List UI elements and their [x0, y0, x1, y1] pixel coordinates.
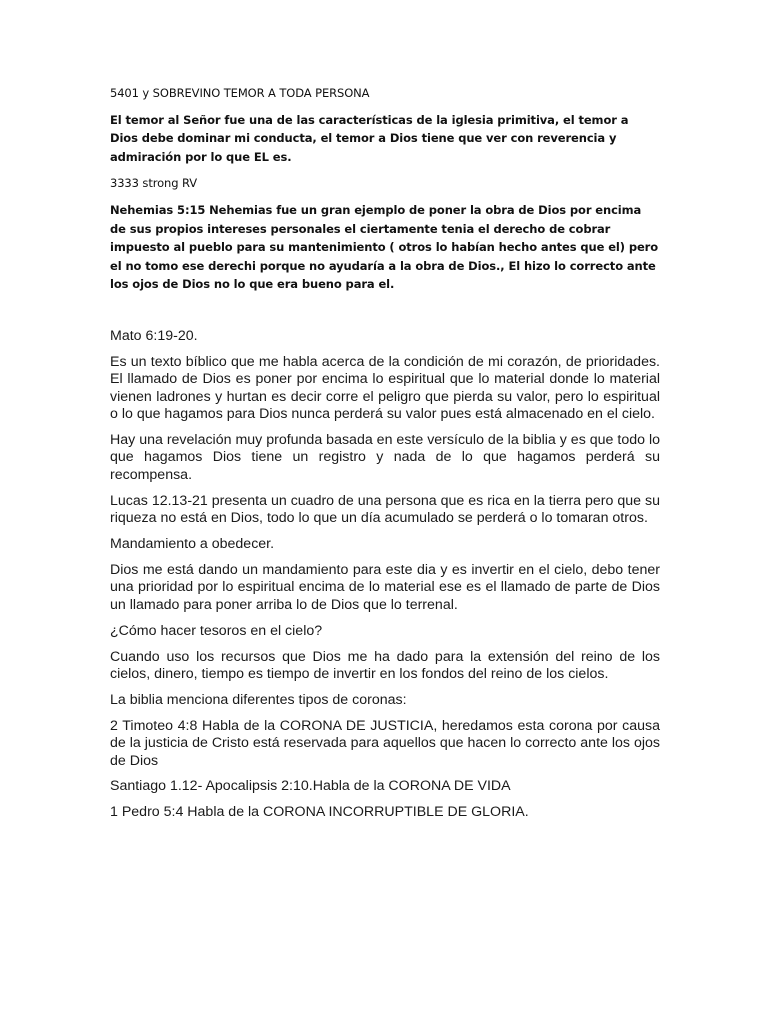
- reference-mato: Mato 6:19-20.: [110, 327, 198, 344]
- section-heading: 5401 y SOBREVINO TEMOR A TODA PERSONA: [110, 86, 370, 100]
- paragraph-coronas: La biblia menciona diferentes tipos de coronas:: [110, 691, 407, 708]
- paragraph-nehemias: Nehemias 5:15 Nehemias fue un gran ejemplo de poner la obra de Dios por encima de sus propios intereses personales el ciertamente tenia el derecho de cobrar impuesto al pueblo para su mantenimiento ( otros lo habían hecho antes que el) pero el no tomo ese derechi porque no ayudaría a la obra de Dios., El hizo lo correcto ante los ojos de Dios no lo que era bueno para el.: [110, 202, 659, 292]
- paragraph-pedro: 1 Pedro 5:4 Habla de la CORONA INCORRUPTIBLE DE GLORIA.: [110, 804, 529, 821]
- paragraph-temor: El temor al Señor fue una de las características de la iglesia primitiva, el temor a Dios debe dominar mi conducta, el temor a Dios tiene que ver con reverencia y admiración por lo que EL es.: [110, 112, 629, 164]
- body-section: [110, 328, 660, 822]
- strong-reference: 3333 strong RV: [110, 176, 198, 191]
- paragraph-recursos: Cuando uso los recursos que Dios me ha dado para la extensión del reino de los cielos, dinero, tiempo es tiempo de invertir en los fondos del reino de los cielos.: [110, 648, 660, 682]
- paragraph-timoteo: 2 Timoteo 4:8 Habla de la CORONA DE JUSTICIA, heredamos esta corona por causa de la justicia de Cristo está reservada para aquellos que hacen lo correcto ante los ojos de Dios: [110, 717, 660, 769]
- paragraph-lucas: Lucas 12.13-21 presenta un cuadro de una persona que es rica en la tierra pero que su riqueza no está en Dios, todo lo que un día acumulado se perderá o lo tomaran otros.: [110, 492, 660, 527]
- paragraph-mandamiento: Dios me está dando un mandamiento para este dia y es invertir en el cielo, debo tener una prioridad por lo espiritual encima de lo material ese es el llamado de parte de Dios un llamado para poner arriba lo de Dios que lo terrenal.: [110, 561, 660, 613]
- notes-section: [110, 84, 660, 294]
- paragraph-texto: Es un texto bíblico que me habla acerca de la condición de mi corazón, de prioridades. El llamado de Dios es poner por encima lo espiritual que lo material donde lo material vienen ladrones y hurtan es decir corre el peligro que pierda su valor, pero lo espiritual o lo que hagamos para Dios nunca perderá su valor pues está almacenado en el cielo.: [110, 353, 660, 423]
- mandamiento-title: Mandamiento a obedecer.: [110, 536, 275, 552]
- paragraph-santiago: Santiago 1.12- Apocalipsis 2:10.Habla de la CORONA DE VIDA: [110, 778, 511, 795]
- paragraph-revelacion: Hay una revelación muy profunda basada en este versículo de la biblia y es que todo lo que hagamos Dios tiene un registro y nada de lo que hagamos perderá su recompensa.: [110, 431, 660, 483]
- question-tesoros: ¿Cómo hacer tesoros en el cielo?: [110, 622, 323, 639]
